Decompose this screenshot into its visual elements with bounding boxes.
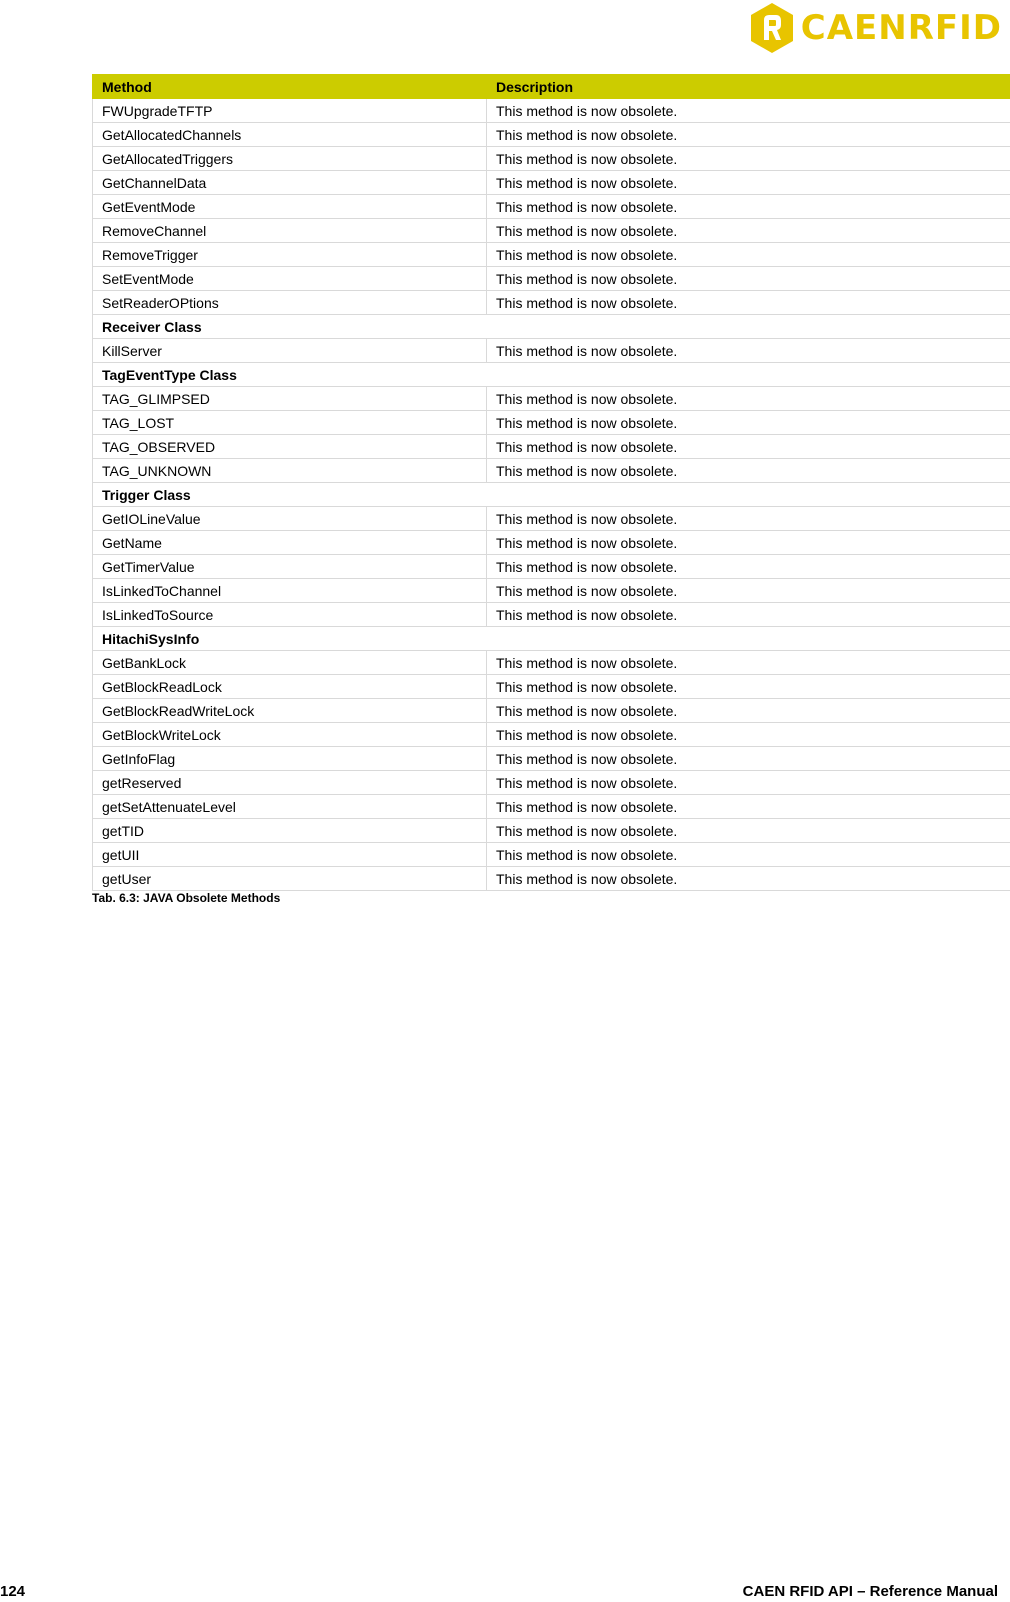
table-row <box>93 459 1010 483</box>
table-row <box>93 603 1010 627</box>
table-row <box>93 435 1010 459</box>
obsolete-methods-table <box>92 74 1010 891</box>
table-row <box>93 147 1010 171</box>
table-section-row <box>93 315 1010 339</box>
method-cell: TAG_OBSERVED <box>93 435 487 459</box>
table-row <box>93 99 1010 123</box>
table-row <box>93 651 1010 675</box>
table-row <box>93 171 1010 195</box>
table-row <box>93 387 1010 411</box>
description-cell: This method is now obsolete. <box>487 459 1010 483</box>
table-caption: Tab. 6.3: JAVA Obsolete Methods <box>92 891 281 905</box>
section-label: Trigger Class <box>93 483 1010 507</box>
column-header-description: Description <box>487 75 1010 99</box>
table-row <box>93 843 1010 867</box>
table-row <box>93 507 1010 531</box>
table-row <box>93 123 1010 147</box>
description-cell: This method is now obsolete. <box>487 747 1010 771</box>
description-cell: This method is now obsolete. <box>487 243 1010 267</box>
method-cell: getSetAttenuateLevel <box>93 795 487 819</box>
table-row <box>93 699 1010 723</box>
method-cell: SetReaderOPtions <box>93 291 487 315</box>
table-body <box>93 99 1010 891</box>
table-row <box>93 267 1010 291</box>
description-cell: This method is now obsolete. <box>487 579 1010 603</box>
description-cell: This method is now obsolete. <box>487 387 1010 411</box>
method-cell: getUII <box>93 843 487 867</box>
description-cell: This method is now obsolete. <box>487 339 1010 363</box>
method-cell: getUser <box>93 867 487 891</box>
method-cell: GetAllocatedChannels <box>93 123 487 147</box>
method-cell: TAG_LOST <box>93 411 487 435</box>
description-cell: This method is now obsolete. <box>487 99 1010 123</box>
section-label: Receiver Class <box>93 315 1010 339</box>
table-row <box>93 747 1010 771</box>
method-cell: GetName <box>93 531 487 555</box>
table-row <box>93 531 1010 555</box>
description-cell: This method is now obsolete. <box>487 555 1010 579</box>
method-cell: GetBlockReadLock <box>93 675 487 699</box>
method-cell: SetEventMode <box>93 267 487 291</box>
description-cell: This method is now obsolete. <box>487 603 1010 627</box>
method-cell: TAG_GLIMPSED <box>93 387 487 411</box>
method-cell: IsLinkedToSource <box>93 603 487 627</box>
description-cell: This method is now obsolete. <box>487 651 1010 675</box>
method-cell: getReserved <box>93 771 487 795</box>
description-cell: This method is now obsolete. <box>487 411 1010 435</box>
description-cell: This method is now obsolete. <box>487 675 1010 699</box>
table-row <box>93 819 1010 843</box>
method-cell: GetBlockWriteLock <box>93 723 487 747</box>
method-cell: KillServer <box>93 339 487 363</box>
method-cell: GetBankLock <box>93 651 487 675</box>
description-cell: This method is now obsolete. <box>487 531 1010 555</box>
column-header-method: Method <box>93 75 487 99</box>
section-label: TagEventType Class <box>93 363 1010 387</box>
method-cell: RemoveTrigger <box>93 243 487 267</box>
table-row <box>93 291 1010 315</box>
description-cell: This method is now obsolete. <box>487 267 1010 291</box>
table-row <box>93 675 1010 699</box>
page-number: 124 <box>0 1583 26 1600</box>
description-cell: This method is now obsolete. <box>487 699 1010 723</box>
description-cell: This method is now obsolete. <box>487 507 1010 531</box>
table-row <box>93 219 1010 243</box>
method-cell: IsLinkedToChannel <box>93 579 487 603</box>
table-row <box>93 339 1010 363</box>
method-cell: GetInfoFlag <box>93 747 487 771</box>
table-row <box>93 195 1010 219</box>
table-section-row <box>93 363 1010 387</box>
description-cell: This method is now obsolete. <box>487 819 1010 843</box>
caenrfid-logo-icon <box>749 2 795 54</box>
obsolete-methods-table-container <box>92 74 1010 891</box>
table-row <box>93 795 1010 819</box>
method-cell: getTID <box>93 819 487 843</box>
table-row <box>93 771 1010 795</box>
table-row <box>93 243 1010 267</box>
method-cell: TAG_UNKNOWN <box>93 459 487 483</box>
description-cell: This method is now obsolete. <box>487 435 1010 459</box>
method-cell: GetAllocatedTriggers <box>93 147 487 171</box>
table-row <box>93 411 1010 435</box>
description-cell: This method is now obsolete. <box>487 171 1010 195</box>
table-section-row <box>93 627 1010 651</box>
description-cell: This method is now obsolete. <box>487 867 1010 891</box>
caenrfid-logo <box>749 2 1002 54</box>
table-header-row <box>93 75 1010 99</box>
table-row <box>93 867 1010 891</box>
description-cell: This method is now obsolete. <box>487 291 1010 315</box>
table-row <box>93 555 1010 579</box>
method-cell: RemoveChannel <box>93 219 487 243</box>
table-row <box>93 723 1010 747</box>
method-cell: GetChannelData <box>93 171 487 195</box>
method-cell: GetBlockReadWriteLock <box>93 699 487 723</box>
description-cell: This method is now obsolete. <box>487 843 1010 867</box>
description-cell: This method is now obsolete. <box>487 795 1010 819</box>
description-cell: This method is now obsolete. <box>487 219 1010 243</box>
section-label: HitachiSysInfo <box>93 627 1010 651</box>
method-cell: FWUpgradeTFTP <box>93 99 487 123</box>
description-cell: This method is now obsolete. <box>487 195 1010 219</box>
description-cell: This method is now obsolete. <box>487 771 1010 795</box>
description-cell: This method is now obsolete. <box>487 147 1010 171</box>
table-row <box>93 579 1010 603</box>
logo-wordmark: CAENRFID <box>800 8 1002 48</box>
method-cell: GetIOLineValue <box>93 507 487 531</box>
method-cell: GetTimerValue <box>93 555 487 579</box>
description-cell: This method is now obsolete. <box>487 123 1010 147</box>
description-cell: This method is now obsolete. <box>487 723 1010 747</box>
method-cell: GetEventMode <box>93 195 487 219</box>
footer-title: CAEN RFID API – Reference Manual <box>742 1583 998 1600</box>
table-section-row <box>93 483 1010 507</box>
